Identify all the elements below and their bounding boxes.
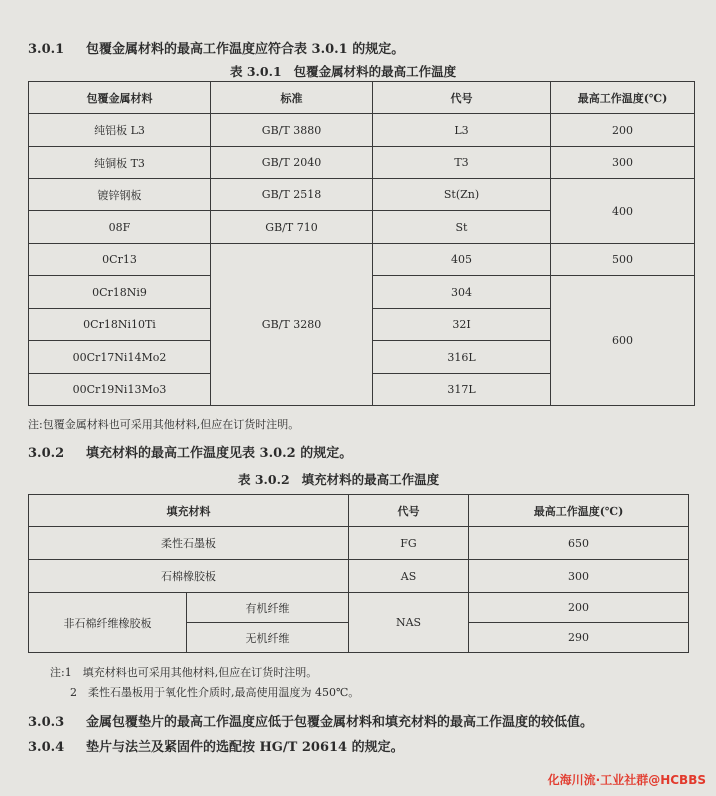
col-header-material: 包覆金属材料 <box>29 82 211 114</box>
col-header-code: 代号 <box>349 495 469 527</box>
filler-cell: 石棉橡胶板 <box>29 560 349 593</box>
table-title: 填充材料的最高工作温度 <box>301 472 440 487</box>
clause-3-0-3 <box>28 711 593 730</box>
material-cell: 08F <box>29 211 211 244</box>
clause-number: 3.0.3 <box>28 715 65 730</box>
col-header-code: 代号 <box>373 82 551 114</box>
clause-3-0-1 <box>28 38 404 57</box>
code-cell: St <box>373 211 551 244</box>
filler-cell: 柔性石墨板 <box>29 527 349 560</box>
table-number: 表 3.0.1 <box>230 64 282 79</box>
col-header-max-temp: 最高工作温度(℃) <box>551 82 695 114</box>
code-cell: 304 <box>373 276 551 309</box>
table-3-0-1-note: 注:包覆金属材料也可采用其他材料,但应在订货时注明。 <box>28 418 300 431</box>
col-header-max-temp: 最高工作温度(℃) <box>469 495 689 527</box>
temp-cell: 600 <box>551 276 695 406</box>
table-3-0-2-note-2: 2 柔性石墨板用于氧化性介质时,最高使用温度为 450℃。 <box>70 686 360 699</box>
material-cell: 0Cr18Ni9 <box>29 276 211 309</box>
table-3-0-2-note-1: 注:1 填充材料也可采用其他材料,但应在订货时注明。 <box>50 666 318 679</box>
standard-cell: GB/T 3880 <box>211 114 373 147</box>
table-number: 表 3.0.2 <box>238 472 290 487</box>
standard-cell: GB/T 2040 <box>211 147 373 179</box>
temp-cell: 200 <box>469 593 689 623</box>
material-cell: 镀锌钢板 <box>29 179 211 211</box>
clause-3-0-2 <box>28 442 352 461</box>
table-3-0-2-caption <box>238 470 439 488</box>
col-header-filler: 填充材料 <box>29 495 349 527</box>
watermark: 化海川流·工业社群@HCBBS <box>547 773 706 787</box>
table-title: 包覆金属材料的最高工作温度 <box>293 64 457 79</box>
material-cell: 00Cr17Ni14Mo2 <box>29 341 211 374</box>
clause-text: 垫片与法兰及紧固件的选配按 HG/T 20614 的规定。 <box>86 740 404 755</box>
table-3-0-1 <box>28 81 695 406</box>
filler-cell: 非石棉纤维橡胶板 <box>29 593 187 653</box>
code-cell: L3 <box>373 114 551 147</box>
temp-cell: 500 <box>551 244 695 276</box>
code-cell: T3 <box>373 147 551 179</box>
material-cell: 0Cr18Ni10Ti <box>29 309 211 341</box>
temp-cell: 650 <box>469 527 689 560</box>
material-cell: 0Cr13 <box>29 244 211 276</box>
code-cell: 32I <box>373 309 551 341</box>
sub-type-cell: 无机纤维 <box>187 623 349 653</box>
code-cell: AS <box>349 560 469 593</box>
standard-cell: GB/T 3280 <box>211 244 373 406</box>
standard-cell: GB/T 2518 <box>211 179 373 211</box>
material-cell: 00Cr19Ni13Mo3 <box>29 374 211 406</box>
clause-text: 填充材料的最高工作温度见表 3.0.2 的规定。 <box>86 446 353 461</box>
temp-cell: 400 <box>551 179 695 244</box>
clause-text: 包覆金属材料的最高工作温度应符合表 3.0.1 的规定。 <box>86 42 405 57</box>
material-cell: 纯铝板 L3 <box>29 114 211 147</box>
temp-cell: 300 <box>551 147 695 179</box>
code-cell: 316L <box>373 341 551 374</box>
table-3-0-2 <box>28 494 689 653</box>
clause-3-0-4 <box>28 736 404 755</box>
code-cell: FG <box>349 527 469 560</box>
clause-number: 3.0.1 <box>28 42 65 57</box>
sub-type-cell: 有机纤维 <box>187 593 349 623</box>
clause-text: 金属包覆垫片的最高工作温度应低于包覆金属材料和填充材料的最高工作温度的较低值。 <box>86 715 594 730</box>
code-cell: 317L <box>373 374 551 406</box>
clause-number: 3.0.4 <box>28 740 65 755</box>
table-3-0-1-caption <box>230 62 456 80</box>
code-cell: 405 <box>373 244 551 276</box>
temp-cell: 200 <box>551 114 695 147</box>
col-header-standard: 标准 <box>211 82 373 114</box>
code-cell: NAS <box>349 593 469 653</box>
standard-cell: GB/T 710 <box>211 211 373 244</box>
temp-cell: 290 <box>469 623 689 653</box>
temp-cell: 300 <box>469 560 689 593</box>
code-cell: St(Zn) <box>373 179 551 211</box>
material-cell: 纯铜板 T3 <box>29 147 211 179</box>
clause-number: 3.0.2 <box>28 446 65 461</box>
